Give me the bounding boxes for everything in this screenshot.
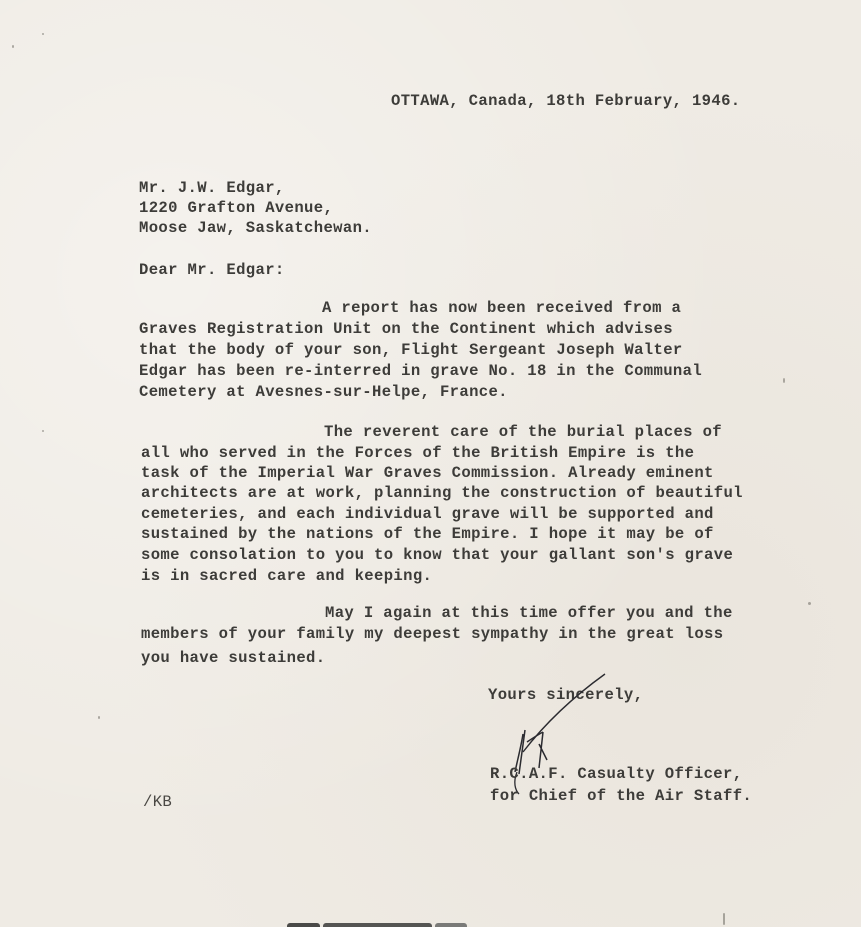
signatory-on-behalf: for Chief of the Air Staff. bbox=[490, 787, 753, 805]
paragraph-line: is in sacred care and keeping. bbox=[141, 567, 433, 585]
paper-speck bbox=[42, 33, 44, 35]
paragraph-line: all who served in the Forces of the British Empire is the bbox=[141, 444, 695, 462]
viewer-toolbar-button[interactable] bbox=[435, 923, 467, 927]
recipient-street: 1220 Grafton Avenue, bbox=[139, 199, 334, 217]
signatory-title: R.C.A.F. Casualty Officer, bbox=[490, 765, 743, 783]
viewer-toolbar-button[interactable] bbox=[323, 923, 432, 927]
paragraph-line: The reverent care of the burial places of bbox=[324, 423, 723, 441]
paragraph-line: sustained by the nations of the Empire. I hope it may be of bbox=[141, 525, 714, 543]
reference-initials: /KB bbox=[143, 793, 173, 811]
paragraph-line: cemeteries, and each individual grave will be supported and bbox=[141, 505, 714, 523]
dateline: OTTAWA, Canada, 18th February, 1946. bbox=[391, 92, 741, 110]
paragraph-line: Cemetery at Avesnes-sur-Helpe, France. bbox=[139, 383, 508, 401]
recipient-city: Moose Jaw, Saskatchewan. bbox=[139, 219, 372, 237]
salutation: Dear Mr. Edgar: bbox=[139, 261, 285, 279]
paragraph-line: task of the Imperial War Graves Commission. Already eminent bbox=[141, 464, 714, 482]
paragraph-line: May I again at this time offer you and the bbox=[325, 604, 733, 622]
paragraph-line: that the body of your son, Flight Sergeant Joseph Walter bbox=[139, 341, 683, 359]
viewer-toolbar-button[interactable] bbox=[287, 923, 320, 927]
paper-speck bbox=[98, 716, 100, 719]
paper-speck bbox=[723, 913, 725, 925]
paper-speck bbox=[42, 430, 44, 432]
paragraph-line: members of your family my deepest sympathy in the great loss bbox=[141, 625, 724, 643]
paragraph-line: you have sustained. bbox=[141, 649, 326, 667]
closing: Yours sincerely, bbox=[488, 686, 644, 704]
paper-speck bbox=[12, 45, 14, 48]
paragraph-line: architects are at work, planning the construction of beautiful bbox=[141, 484, 743, 502]
paragraph-line: A report has now been received from a bbox=[322, 299, 682, 317]
paper-speck bbox=[808, 602, 811, 605]
paper-speck bbox=[783, 378, 785, 383]
paragraph-line: Graves Registration Unit on the Continent which advises bbox=[139, 320, 673, 338]
paragraph-line: some consolation to you to know that your gallant son's grave bbox=[141, 546, 734, 564]
paragraph-line: Edgar has been re-interred in grave No. 18 in the Communal bbox=[139, 362, 703, 380]
recipient-name: Mr. J.W. Edgar, bbox=[139, 179, 285, 197]
